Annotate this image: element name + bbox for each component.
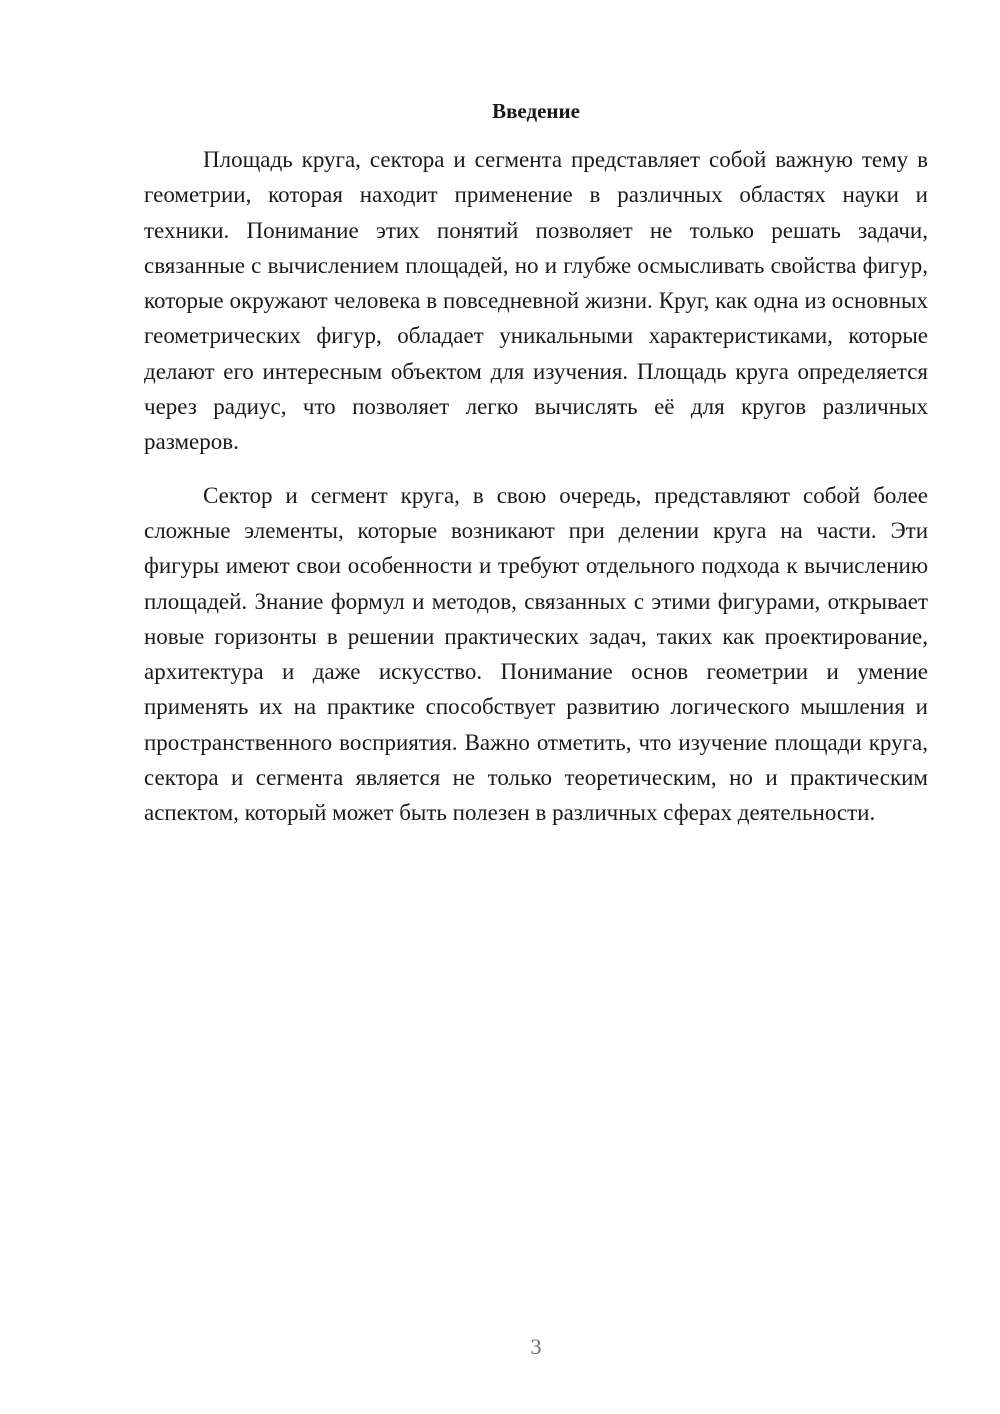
paragraph-2: Сектор и сегмент круга, в свою очередь, представляют собой более сложные элементы, которые возникают при делении круга на части. Эти фигуры имеют свои особенности и требуют отдельного подхода к вычислению площадей. Знание формул и методов, связанных с этими фигурами, открывает новые горизонты в решении практических задач, таких как проектирование, архитектура и даже искусство. Понимание основ геометрии и умение применять их на практике способствует развитию логического мышления и пространственного восприятия. Важно отметить, что изучение площади круга, сектора и сегмента является не только теоретическим, но и практическим аспектом, который может быть полезен в различных сферах деятельности.: [144, 482, 928, 826]
page-number: 3: [530, 1334, 542, 1359]
body-text: [144, 142, 928, 849]
section-heading: Введение: [492, 99, 580, 123]
paragraph-1: Площадь круга, сектора и сегмента представляет собой важную тему в геометрии, которая находит применение в различных областях науки и техники. Понимание этих понятий позволяет не только решать задачи, связанные с вычислением площадей, но и глубже осмысливать свойства фигур, которые окружают человека в повседневной жизни. Круг, как одна из основных геометрических фигур, обладает уникальными характеристиками, которые делают его интересным объектом для изучения. Площадь круга определяется через радиус, что позволяет легко вычислять её для кругов различных размеров.: [144, 147, 928, 455]
